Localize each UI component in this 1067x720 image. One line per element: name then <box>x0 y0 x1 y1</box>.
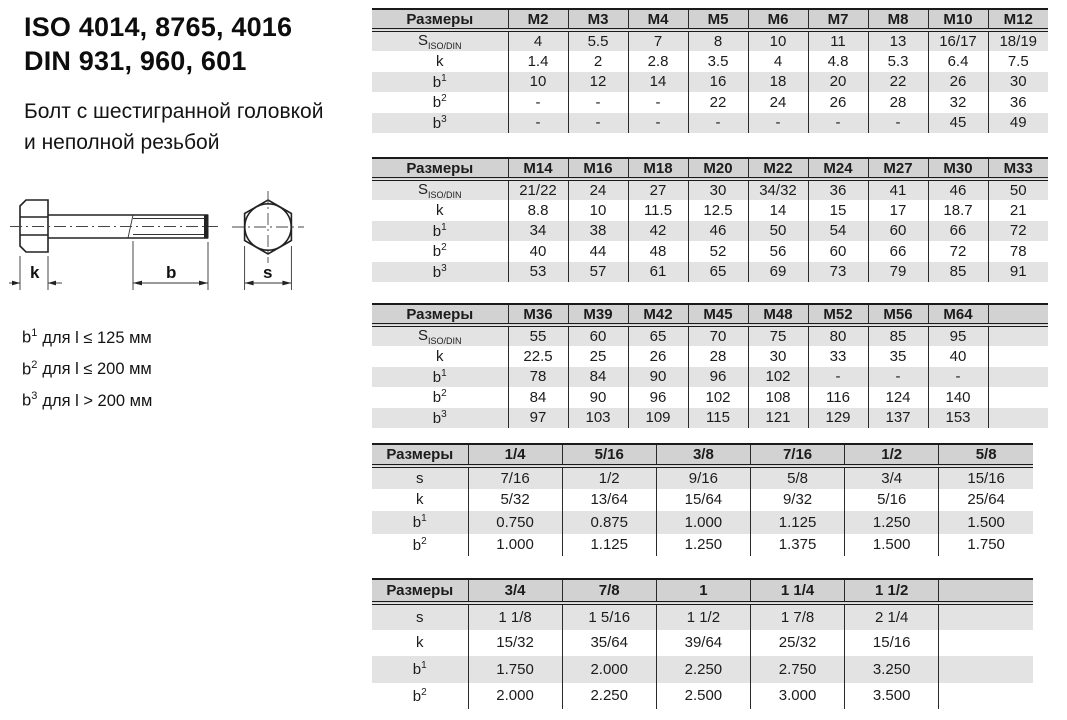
value-cell: 25 <box>568 346 628 367</box>
row-label: $S_{ISO/DIN}$ <box>417 181 462 200</box>
col-header-size: M56 <box>868 304 928 325</box>
value-cell: 1.250 <box>656 534 750 557</box>
value-cell: 78 <box>508 367 568 388</box>
col-header-size: M36 <box>508 304 568 325</box>
value-cell: - <box>508 92 568 113</box>
value-cell: - <box>508 113 568 134</box>
footnote-b3 <box>22 383 152 415</box>
value-cell: 1 1/8 <box>468 603 562 630</box>
row-label: k <box>436 347 444 365</box>
value-cell: 16/17 <box>928 30 988 51</box>
col-header-size: M22 <box>748 158 808 179</box>
value-cell: 16 <box>688 72 748 93</box>
value-cell: 4.8 <box>808 51 868 72</box>
row-label: $S_{ISO/DIN}$ <box>417 327 462 346</box>
value-cell: 5.3 <box>868 51 928 72</box>
din-standards-title: DIN 931, 960, 601 <box>24 46 247 76</box>
iso-standards-title: ISO 4014, 8765, 4016 <box>24 12 293 42</box>
col-header-size: M16 <box>568 158 628 179</box>
value-cell: - <box>628 92 688 113</box>
value-cell: 17 <box>868 200 928 221</box>
value-cell: 121 <box>748 408 808 429</box>
value-cell: 35 <box>868 346 928 367</box>
spec-table-metric-m14-m33 <box>372 157 1048 282</box>
value-cell: 75 <box>748 325 808 346</box>
dim-label-s: s <box>263 263 273 282</box>
value-cell: 13 <box>868 30 928 51</box>
value-cell: - <box>808 367 868 388</box>
col-header-size: M42 <box>628 304 688 325</box>
row-label: $b^2$ <box>412 686 427 705</box>
value-cell: 9/32 <box>750 489 844 512</box>
row-label: k <box>436 201 444 219</box>
value-cell <box>988 325 1048 346</box>
value-cell: 1.750 <box>939 534 1033 557</box>
value-cell: 39/64 <box>656 630 750 657</box>
value-cell: 60 <box>868 221 928 242</box>
value-cell: 36 <box>988 92 1048 113</box>
value-cell: 1.125 <box>750 511 844 534</box>
table-imperial-threequarter-to-oneandhalf <box>372 578 1033 709</box>
col-header-size: M7 <box>808 9 868 30</box>
value-cell: 8.8 <box>508 200 568 221</box>
value-cell: 10 <box>568 200 628 221</box>
value-cell: 10 <box>748 30 808 51</box>
value-cell: 102 <box>688 387 748 408</box>
value-cell: 1.000 <box>656 511 750 534</box>
value-cell: 5/8 <box>750 466 844 489</box>
col-header-size: M24 <box>808 158 868 179</box>
value-cell: 48 <box>628 241 688 262</box>
value-cell: 2.8 <box>628 51 688 72</box>
value-cell: 12.5 <box>688 200 748 221</box>
value-cell: - <box>628 113 688 134</box>
row-label: $b^2$ <box>432 388 447 407</box>
col-header-size: M10 <box>928 9 988 30</box>
value-cell: 26 <box>928 72 988 93</box>
value-cell: 1.750 <box>468 656 562 683</box>
value-cell: 7/16 <box>468 466 562 489</box>
value-cell: 95 <box>928 325 988 346</box>
value-cell: 26 <box>628 346 688 367</box>
value-cell: 36 <box>808 179 868 200</box>
value-cell: 69 <box>748 262 808 283</box>
value-cell: 1.500 <box>939 511 1033 534</box>
col-header-size: M8 <box>868 9 928 30</box>
col-header-size: 1 1/4 <box>750 579 844 603</box>
description-line-1: Болт с шестигранной головкой <box>24 100 324 123</box>
product-description <box>24 96 323 158</box>
value-cell: 15/32 <box>468 630 562 657</box>
value-cell: 57 <box>568 262 628 283</box>
value-cell: 7 <box>628 30 688 51</box>
row-label: $b^1$ <box>412 660 427 679</box>
value-cell: 33 <box>808 346 868 367</box>
row-label: s <box>416 469 424 487</box>
col-header-size: M45 <box>688 304 748 325</box>
value-cell: 65 <box>628 325 688 346</box>
value-cell: 38 <box>568 221 628 242</box>
col-header-size: M6 <box>748 9 808 30</box>
spec-table-imperial-threequarter-oneandhalf <box>372 578 1033 709</box>
value-cell: 85 <box>868 325 928 346</box>
value-cell: 124 <box>868 387 928 408</box>
value-cell: 55 <box>508 325 568 346</box>
value-cell: 66 <box>868 241 928 262</box>
value-cell: - <box>568 92 628 113</box>
col-header-size: 7/16 <box>750 444 844 466</box>
value-cell: 97 <box>508 408 568 429</box>
value-cell: 6.4 <box>928 51 988 72</box>
row-label: s <box>416 608 424 626</box>
value-cell: 45 <box>928 113 988 134</box>
spec-table-metric-m36-m64 <box>372 303 1048 428</box>
value-cell: 34/32 <box>748 179 808 200</box>
value-cell: 2 1/4 <box>845 603 939 630</box>
col-header-sizes: Размеры <box>372 579 468 603</box>
value-cell: 54 <box>808 221 868 242</box>
value-cell: 27 <box>628 179 688 200</box>
value-cell: 1.250 <box>845 511 939 534</box>
row-label: $b^2$ <box>432 242 447 261</box>
value-cell: 41 <box>868 179 928 200</box>
col-header-size <box>939 579 1033 603</box>
value-cell: 15/16 <box>845 630 939 657</box>
value-cell <box>939 603 1033 630</box>
value-cell: 1.125 <box>562 534 656 557</box>
value-cell: 103 <box>568 408 628 429</box>
value-cell: 1 7/8 <box>750 603 844 630</box>
row-label: $b^1$ <box>432 72 447 91</box>
value-cell: 102 <box>748 367 808 388</box>
col-header-size: M27 <box>868 158 928 179</box>
value-cell: 25/64 <box>939 489 1033 512</box>
value-cell: 1.375 <box>750 534 844 557</box>
value-cell: 78 <box>988 241 1048 262</box>
value-cell: 30 <box>988 72 1048 93</box>
value-cell: 1 5/16 <box>562 603 656 630</box>
col-header-size: M64 <box>928 304 988 325</box>
value-cell: 1 1/2 <box>656 603 750 630</box>
col-header-size: 1 1/2 <box>845 579 939 603</box>
value-cell: 84 <box>568 367 628 388</box>
value-cell: 60 <box>808 241 868 262</box>
value-cell: 3.000 <box>750 683 844 710</box>
value-cell <box>939 656 1033 683</box>
value-cell: 30 <box>688 179 748 200</box>
value-cell <box>939 630 1033 657</box>
value-cell: 22 <box>868 72 928 93</box>
value-cell: 65 <box>688 262 748 283</box>
footnote-sup: 3 <box>31 390 38 402</box>
col-header-size: M4 <box>628 9 688 30</box>
value-cell: - <box>688 113 748 134</box>
value-cell: 9/16 <box>656 466 750 489</box>
value-cell: 109 <box>628 408 688 429</box>
table-metric-m36-m64 <box>372 303 1048 428</box>
value-cell: 49 <box>988 113 1048 134</box>
value-cell: 10 <box>508 72 568 93</box>
col-header-size: 1/2 <box>845 444 939 466</box>
value-cell: 40 <box>508 241 568 262</box>
value-cell: 153 <box>928 408 988 429</box>
value-cell: 25/32 <box>750 630 844 657</box>
col-header-size: M30 <box>928 158 988 179</box>
value-cell: 80 <box>808 325 868 346</box>
value-cell: 13/64 <box>562 489 656 512</box>
value-cell: 22 <box>688 92 748 113</box>
spec-table-imperial-quarter-fiveeighths <box>372 443 1033 556</box>
value-cell: 22.5 <box>508 346 568 367</box>
bolt-technical-drawing <box>8 186 320 308</box>
footnote-b2 <box>22 352 152 384</box>
value-cell: 4 <box>748 51 808 72</box>
row-label: $S_{ISO/DIN}$ <box>417 32 462 51</box>
value-cell: 3.5 <box>688 51 748 72</box>
value-cell: 1.4 <box>508 51 568 72</box>
value-cell <box>988 367 1048 388</box>
value-cell: 46 <box>928 179 988 200</box>
value-cell: 21 <box>988 200 1048 221</box>
value-cell: 115 <box>688 408 748 429</box>
value-cell <box>988 346 1048 367</box>
value-cell: 137 <box>868 408 928 429</box>
col-header-size: 3/8 <box>656 444 750 466</box>
dim-label-k: k <box>30 263 40 282</box>
row-label: $b^1$ <box>432 221 447 240</box>
value-cell: 2.250 <box>656 656 750 683</box>
value-cell: 11 <box>808 30 868 51</box>
col-header-size: M12 <box>988 9 1048 30</box>
col-header-size: 3/4 <box>468 579 562 603</box>
value-cell: 85 <box>928 262 988 283</box>
value-cell: 50 <box>988 179 1048 200</box>
col-header-size: M3 <box>568 9 628 30</box>
value-cell <box>988 408 1048 429</box>
col-header-size: M39 <box>568 304 628 325</box>
value-cell: 2.000 <box>468 683 562 710</box>
col-header-sizes: Размеры <box>372 158 508 179</box>
value-cell: - <box>928 367 988 388</box>
value-cell: 15 <box>808 200 868 221</box>
value-cell: 96 <box>688 367 748 388</box>
value-cell: 18 <box>748 72 808 93</box>
value-cell: 140 <box>928 387 988 408</box>
value-cell: 72 <box>988 221 1048 242</box>
value-cell: 32 <box>928 92 988 113</box>
value-cell: 46 <box>688 221 748 242</box>
value-cell: 40 <box>928 346 988 367</box>
value-cell: - <box>748 113 808 134</box>
value-cell: 79 <box>868 262 928 283</box>
value-cell: 70 <box>688 325 748 346</box>
value-cell: 2.500 <box>656 683 750 710</box>
value-cell: 3/4 <box>845 466 939 489</box>
value-cell: - <box>868 113 928 134</box>
value-cell: 1.500 <box>845 534 939 557</box>
value-cell: 5/16 <box>845 489 939 512</box>
value-cell: - <box>808 113 868 134</box>
value-cell: 8 <box>688 30 748 51</box>
value-cell: 60 <box>568 325 628 346</box>
footnote-symbol: b <box>22 391 32 410</box>
value-cell: 1/2 <box>562 466 656 489</box>
col-header-sizes: Размеры <box>372 304 508 325</box>
value-cell: 15/64 <box>656 489 750 512</box>
col-header-size: 1 <box>656 579 750 603</box>
footnote-text: для l > 200 мм <box>42 391 153 410</box>
footnote-sup: 1 <box>31 327 38 339</box>
row-label: k <box>436 52 444 70</box>
value-cell <box>939 683 1033 710</box>
footnote-b1 <box>22 320 152 352</box>
value-cell: 96 <box>628 387 688 408</box>
bolt-end-view <box>232 191 304 290</box>
value-cell: 53 <box>508 262 568 283</box>
value-cell: 20 <box>808 72 868 93</box>
value-cell: 26 <box>808 92 868 113</box>
row-label: $b^2$ <box>432 93 447 112</box>
value-cell: 42 <box>628 221 688 242</box>
dim-label-b: b <box>166 263 177 282</box>
table-metric-m2-m12 <box>372 8 1048 133</box>
value-cell: 24 <box>748 92 808 113</box>
table-imperial-quarter-to-fiveeighths <box>372 443 1033 556</box>
col-header-size: 1/4 <box>468 444 562 466</box>
value-cell: 21/22 <box>508 179 568 200</box>
value-cell: 52 <box>688 241 748 262</box>
value-cell: 11.5 <box>628 200 688 221</box>
description-line-2: и неполной резьбой <box>24 131 220 154</box>
col-header-size: M14 <box>508 158 568 179</box>
value-cell: 2.750 <box>750 656 844 683</box>
value-cell: 1.000 <box>468 534 562 557</box>
col-header-size: M48 <box>748 304 808 325</box>
value-cell: 44 <box>568 241 628 262</box>
row-label: $b^3$ <box>432 408 447 427</box>
bolt-side-view <box>9 200 218 290</box>
value-cell: 18/19 <box>988 30 1048 51</box>
value-cell: 28 <box>688 346 748 367</box>
value-cell: 0.875 <box>562 511 656 534</box>
value-cell: 30 <box>748 346 808 367</box>
value-cell: 61 <box>628 262 688 283</box>
col-header-size: 5/8 <box>939 444 1033 466</box>
value-cell: 116 <box>808 387 868 408</box>
value-cell: 24 <box>568 179 628 200</box>
footnote-text: для l ≤ 200 мм <box>42 360 152 378</box>
value-cell: 2.250 <box>562 683 656 710</box>
value-cell: 0.750 <box>468 511 562 534</box>
footnote-symbol: b <box>22 360 32 378</box>
value-cell: 90 <box>568 387 628 408</box>
row-label: $b^3$ <box>432 262 447 281</box>
value-cell: 129 <box>808 408 868 429</box>
thread-length-footnotes <box>22 320 152 415</box>
value-cell: 34 <box>508 221 568 242</box>
value-cell: 66 <box>928 221 988 242</box>
value-cell: 35/64 <box>562 630 656 657</box>
value-cell: 5/32 <box>468 489 562 512</box>
value-cell: 2 <box>568 51 628 72</box>
col-header-size: 7/8 <box>562 579 656 603</box>
value-cell: 18.7 <box>928 200 988 221</box>
row-label: $b^1$ <box>412 513 427 532</box>
value-cell: 72 <box>928 241 988 262</box>
row-label: k <box>416 491 424 509</box>
col-header-size <box>988 304 1048 325</box>
value-cell: 90 <box>628 367 688 388</box>
value-cell: 14 <box>748 200 808 221</box>
row-label: $b^1$ <box>432 367 447 386</box>
spec-table-metric-m2-m12 <box>372 8 1048 133</box>
value-cell: 28 <box>868 92 928 113</box>
col-header-size: M2 <box>508 9 568 30</box>
col-header-size: M52 <box>808 304 868 325</box>
col-header-sizes: Размеры <box>372 9 508 30</box>
value-cell: 2.000 <box>562 656 656 683</box>
value-cell: 14 <box>628 72 688 93</box>
col-header-size: M5 <box>688 9 748 30</box>
row-label: k <box>416 634 424 652</box>
footnote-sup: 2 <box>31 358 38 371</box>
value-cell <box>988 387 1048 408</box>
row-label: $b^3$ <box>432 113 447 132</box>
table-metric-m14-m33 <box>372 157 1048 282</box>
value-cell: 56 <box>748 241 808 262</box>
col-header-size: 5/16 <box>562 444 656 466</box>
value-cell: 12 <box>568 72 628 93</box>
footnote-text: для l ≤ 125 мм <box>42 328 152 347</box>
value-cell: 50 <box>748 221 808 242</box>
row-label: $b^2$ <box>412 535 427 554</box>
value-cell: 15/16 <box>939 466 1033 489</box>
value-cell: 108 <box>748 387 808 408</box>
col-header-sizes: Размеры <box>372 444 468 466</box>
value-cell: 7.5 <box>988 51 1048 72</box>
title-block <box>24 10 292 78</box>
value-cell: 91 <box>988 262 1048 283</box>
value-cell: - <box>568 113 628 134</box>
value-cell: 73 <box>808 262 868 283</box>
value-cell: - <box>868 367 928 388</box>
value-cell: 4 <box>508 30 568 51</box>
col-header-size: M18 <box>628 158 688 179</box>
value-cell: 3.500 <box>845 683 939 710</box>
value-cell: 3.250 <box>845 656 939 683</box>
value-cell: 84 <box>508 387 568 408</box>
col-header-size: M33 <box>988 158 1048 179</box>
col-header-size: M20 <box>688 158 748 179</box>
value-cell: 5.5 <box>568 30 628 51</box>
footnote-symbol: b <box>22 328 32 347</box>
